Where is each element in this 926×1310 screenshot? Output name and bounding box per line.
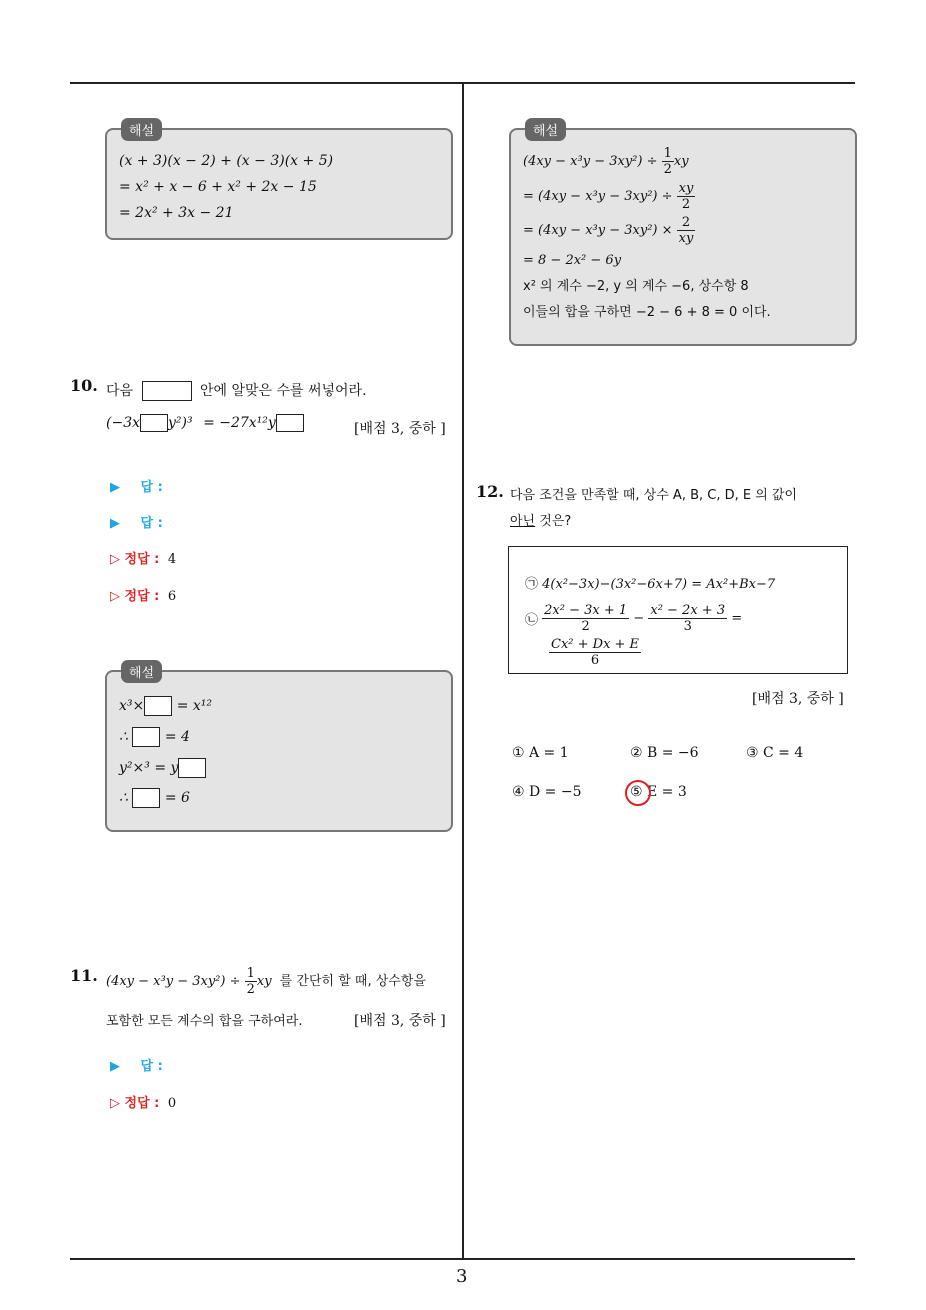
- answer-label: 답 :: [140, 516, 163, 531]
- sol-part: y²×³ = y: [119, 760, 179, 776]
- outline-arrow-icon: ▷: [110, 589, 120, 604]
- score-label: [배점 3, 중하 ]: [752, 691, 844, 707]
- condition-2: [525, 603, 742, 634]
- correct-value: 4: [167, 552, 177, 567]
- fraction: [245, 966, 257, 997]
- blank-box: [140, 414, 168, 432]
- solution-line: (x + 3)(x − 2) + (x − 3)(x + 5): [119, 153, 334, 169]
- frac-d: 2: [581, 619, 590, 634]
- question-text-a: 다음: [106, 383, 134, 399]
- sol-part: = (4xy − x³y − 3xy²) ×: [523, 223, 673, 238]
- sol-part: = (4xy − x³y − 3xy²) ÷: [523, 189, 673, 204]
- frac-n: Cx² + Dx + E: [551, 637, 640, 652]
- answer-label: 답 :: [140, 480, 163, 495]
- question-text-b: 안에 알맞은 수를 써넣어라.: [199, 383, 367, 399]
- play-arrow-icon: ▶: [110, 516, 120, 531]
- hint-tag: 해설: [121, 118, 162, 141]
- selected-answer-circle: [625, 780, 651, 806]
- choice-2[interactable]: ② B = −6: [630, 745, 699, 761]
- question-text-line2: [510, 510, 571, 529]
- correct-label: 정답 :: [124, 1096, 160, 1111]
- solution-line: [119, 752, 439, 784]
- cond-mark: ㉠: [525, 577, 539, 592]
- solution-line: = 2x² + 3x − 21: [119, 205, 234, 221]
- solution-line: [119, 690, 439, 722]
- frac-d: xy: [678, 231, 694, 246]
- question-number: 10.: [70, 376, 98, 395]
- play-arrow-icon: ▶: [110, 480, 120, 495]
- play-arrow-icon: ▶: [110, 1059, 120, 1074]
- solution-line: = 8 − 2x² − 6y: [523, 253, 622, 268]
- condition-2-cont: [549, 637, 641, 668]
- solution-line: x² 의 계수 −2, y 의 계수 −6, 상수항 8: [523, 279, 749, 294]
- solution-line: [523, 144, 843, 180]
- expr-mid: y²)³: [168, 415, 193, 431]
- question-text-a: 를 간단히 할 때, 상수항을: [279, 974, 426, 989]
- sol-part: xy: [673, 154, 689, 169]
- bottom-rule: [70, 1258, 855, 1260]
- sol-part: ∴: [119, 729, 128, 745]
- frac-n: 2x² − 3x + 1: [544, 603, 628, 618]
- correct-label: 정답 :: [124, 589, 160, 604]
- fraction: [549, 637, 641, 668]
- fraction: [648, 603, 727, 634]
- outline-arrow-icon: ▷: [110, 1096, 120, 1111]
- solution-box-10: [105, 666, 453, 832]
- expr-left: (−3x: [106, 415, 140, 431]
- correct-row: [110, 548, 176, 567]
- expr: (4xy − x³y − 3xy²) ÷: [106, 974, 241, 989]
- question-text-b: 포함한 모든 계수의 합을 구하여라.: [106, 1014, 303, 1029]
- choice-1[interactable]: ① A = 1: [512, 745, 569, 761]
- sol-part: (4xy − x³y − 3xy²) ÷: [523, 154, 658, 169]
- fraction: [542, 603, 629, 634]
- solution-line: = x² + x − 6 + x² + 2x − 15: [119, 179, 317, 195]
- frac-d: 3: [683, 619, 692, 634]
- hint-tag: 해설: [525, 118, 566, 141]
- minus-sign: −: [633, 611, 645, 626]
- sol-part: = 4: [164, 729, 190, 745]
- frac-n: xy: [678, 181, 694, 196]
- solution-line: [523, 180, 843, 214]
- frac-d: 2: [681, 197, 691, 212]
- question-text-c: 것은?: [539, 514, 572, 529]
- sol-part: = 6: [164, 790, 190, 806]
- solution-line: [119, 722, 439, 752]
- frac-n: 2: [677, 215, 696, 231]
- question-expression: [106, 414, 304, 432]
- cond-mark: ㉡: [525, 613, 539, 628]
- question-text: [106, 380, 367, 401]
- blank-box: [178, 758, 206, 778]
- answer-label: 답 :: [140, 1059, 163, 1074]
- solution-line: [119, 784, 439, 812]
- frac-n: x² − 2x + 3: [650, 603, 726, 618]
- correct-row: [110, 585, 176, 604]
- outline-arrow-icon: ▷: [110, 552, 120, 567]
- question-expression: [106, 966, 426, 997]
- fraction: [677, 181, 696, 212]
- score-label: [배점 3, 중하 ]: [354, 1013, 446, 1029]
- blank-box: [144, 696, 172, 716]
- sol-part: x³×: [119, 698, 145, 714]
- blank-box: [132, 788, 160, 808]
- question-number: 11.: [70, 966, 98, 985]
- choice-5[interactable]: ⑤ E = 3: [630, 784, 687, 800]
- choice-4[interactable]: ④ D = −5: [512, 784, 582, 800]
- answer-row: [110, 476, 163, 495]
- page-number: 3: [456, 1266, 468, 1287]
- correct-value: 6: [167, 589, 177, 604]
- question-text-b: 아닌: [510, 514, 536, 529]
- question-number: 12.: [476, 482, 504, 501]
- frac-n: 1: [246, 966, 255, 981]
- solution-line: 이들의 합을 구하면 −2 − 6 + 8 = 0 이다.: [523, 305, 771, 320]
- blank-box: [132, 727, 160, 747]
- answer-row: [110, 1055, 163, 1074]
- frac-n: 1: [663, 146, 672, 161]
- condition-box: [508, 546, 848, 674]
- expr-tail: xy: [256, 974, 272, 989]
- equals-sign: =: [731, 611, 743, 626]
- hint-tag: 해설: [121, 660, 162, 683]
- condition-1: [525, 573, 775, 592]
- blank-box: [142, 381, 192, 401]
- frac-d: 2: [663, 162, 672, 177]
- solution-box-11: [509, 124, 857, 346]
- sol-part: = x¹²: [176, 698, 213, 714]
- correct-value: 0: [167, 1096, 177, 1111]
- correct-label: 정답 :: [124, 552, 160, 567]
- frac-d: 6: [590, 653, 600, 668]
- fraction: [677, 215, 696, 246]
- column-divider: [462, 83, 464, 1259]
- answer-row: [110, 512, 163, 531]
- cond-expr: 4(x²−3x)−(3x²−6x+7) = Ax²+Bx−7: [542, 577, 776, 592]
- choice-3[interactable]: ③ C = 4: [746, 745, 804, 761]
- expr-right: = −27x¹²y: [203, 415, 276, 431]
- solution-line: [523, 214, 843, 248]
- score-label: [배점 3, 중하 ]: [354, 421, 446, 437]
- frac-d: 2: [246, 982, 255, 997]
- blank-box: [276, 414, 304, 432]
- sol-part: ∴: [119, 790, 128, 806]
- question-text-a: 다음 조건을 만족할 때, 상수 A, B, C, D, E 의 값이: [510, 488, 798, 503]
- correct-row: [110, 1092, 176, 1111]
- fraction: [662, 146, 674, 177]
- solution-box-9: [105, 124, 453, 240]
